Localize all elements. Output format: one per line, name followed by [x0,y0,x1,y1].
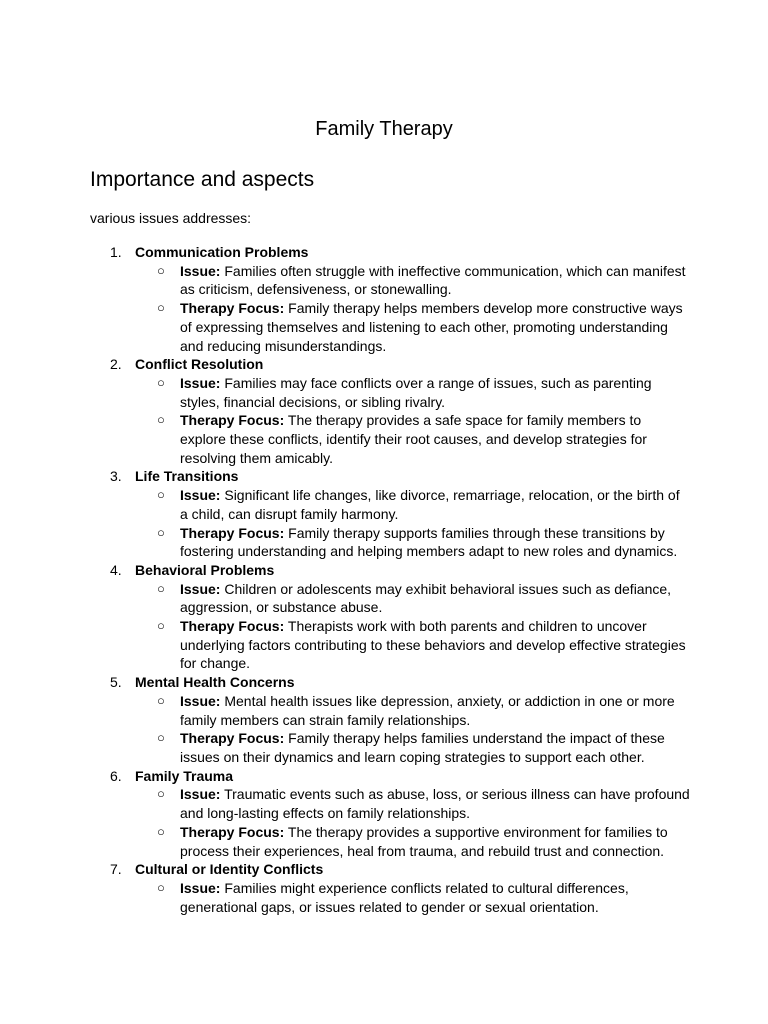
sub-list [135,262,690,356]
sub-list-item [135,823,690,860]
list-item-title: Mental Health Concerns [135,674,295,691]
hollow-circle-bullet-icon: ○ [157,580,165,596]
document-title: Family Therapy [315,118,453,140]
sub-item-label: Issue: [180,692,221,709]
hollow-circle-bullet-icon: ○ [157,300,165,316]
list-item [90,767,690,861]
sub-item-label: Issue: [180,262,221,279]
section-heading: Importance and aspects [90,168,315,191]
hollow-circle-bullet-icon: ○ [157,262,165,278]
sub-list-item [135,524,690,561]
list-item-title: Communication Problems [135,244,309,260]
issues-list [90,243,690,916]
sub-list-item [135,486,690,523]
sub-item-label: Therapy Focus: [180,730,285,747]
hollow-circle-bullet-icon: ○ [157,823,165,839]
sub-list-item [135,617,690,673]
sub-item-label: Therapy Focus: [180,823,285,840]
list-item [90,243,690,355]
sub-list-item [135,262,690,299]
hollow-circle-bullet-icon: ○ [157,618,165,634]
sub-list [135,486,690,561]
hollow-circle-bullet-icon: ○ [157,412,165,428]
sub-item-label: Issue: [180,786,221,803]
list-item [90,355,690,467]
sub-list-item [135,729,690,766]
sub-item-text: Family therapy supports families through these transitions by fostering understanding and helping members adapt to new roles and dynamics. [180,524,678,560]
sub-list-item [135,374,690,411]
sub-item-text: Mental health issues like depression, anxiety, or addiction in one or more family members can strain family relationships. [180,692,675,728]
list-item-number: 1. [110,244,122,260]
sub-list [135,374,690,468]
intro-text: various issues addresses: [90,210,252,226]
list-item [90,860,690,916]
list-item-number: 7. [110,861,122,878]
sub-item-label: Therapy Focus: [180,300,285,317]
sub-list-item [135,299,690,355]
list-item-number: 4. [110,561,122,578]
hollow-circle-bullet-icon: ○ [157,374,165,390]
sub-item-label: Issue: [180,580,221,597]
list-item-title: Cultural or Identity Conflicts [135,861,324,878]
sub-item-text: The therapy provides a supportive environment for families to process their experiences, heal from trauma, and rebuild trust and connection. [180,823,668,859]
sub-item-text: Traumatic events such as abuse, loss, or serious illness can have profound and long-lasting effects on family relationships. [180,786,690,822]
sub-item-text: Families may face conflicts over a range of issues, such as parenting styles, financial decisions, or sibling rivalry. [180,374,652,410]
sub-item-text: Families might experience conflicts related to cultural differences, generational gaps, or issues related to gender or sexual orientation. [180,879,629,915]
hollow-circle-bullet-icon: ○ [157,786,165,802]
sub-list [135,785,690,860]
list-item-number: 6. [110,767,122,784]
hollow-circle-bullet-icon: ○ [157,879,165,895]
sub-item-label: Issue: [180,487,221,504]
hollow-circle-bullet-icon: ○ [157,524,165,540]
sub-list [135,879,690,916]
sub-item-text: Children or adolescents may exhibit behavioral issues such as defiance, aggression, or substance abuse. [180,580,672,616]
sub-item-text: The therapy provides a safe space for family members to explore these conflicts, identify their root causes, and develop strategies for resolving them amicably. [180,412,647,466]
list-item [90,467,690,561]
sub-item-text: Family therapy helps members develop more constructive ways of expressing themselves and listening to each other, promoting understanding and reducing misunderstandings. [180,300,683,354]
sub-list-item [135,692,690,729]
hollow-circle-bullet-icon: ○ [157,692,165,708]
sub-list [135,580,690,674]
sub-item-label: Therapy Focus: [180,524,285,541]
sub-list-item [135,580,690,617]
sub-list-item [135,879,690,916]
sub-list [135,692,690,767]
sub-item-text: Family therapy helps families understand the impact of these issues on their dynamics and learn coping strategies to support each other. [180,730,665,765]
sub-item-text: Therapists work with both parents and children to uncover underlying factors contributing to these behaviors and develop effective strategies for change. [180,618,686,672]
sub-item-label: Issue: [180,374,221,391]
sub-item-text: Significant life changes, like divorce, remarriage, relocation, or the birth of a child, can disrupt family harmony. [180,487,680,522]
sub-list-item [135,411,690,467]
list-item-number: 2. [110,356,122,373]
list-item-title: Conflict Resolution [135,356,264,373]
list-item-number: 3. [110,468,122,485]
list-item-number: 5. [110,674,122,691]
sub-item-label: Issue: [180,879,221,896]
sub-list-item [135,785,690,822]
list-item-title: Behavioral Problems [135,561,275,578]
list-item-title: Life Transitions [135,468,239,485]
sub-item-label: Therapy Focus: [180,618,285,635]
sub-item-label: Therapy Focus: [180,412,285,429]
sub-item-text: Families often struggle with ineffective communication, which can manifest as criticism, defensiveness, or stonewalling. [180,262,686,298]
hollow-circle-bullet-icon: ○ [157,487,165,503]
list-item-title: Family Trauma [135,767,234,784]
list-item [90,561,690,673]
hollow-circle-bullet-icon: ○ [157,730,165,746]
list-item [90,673,690,767]
